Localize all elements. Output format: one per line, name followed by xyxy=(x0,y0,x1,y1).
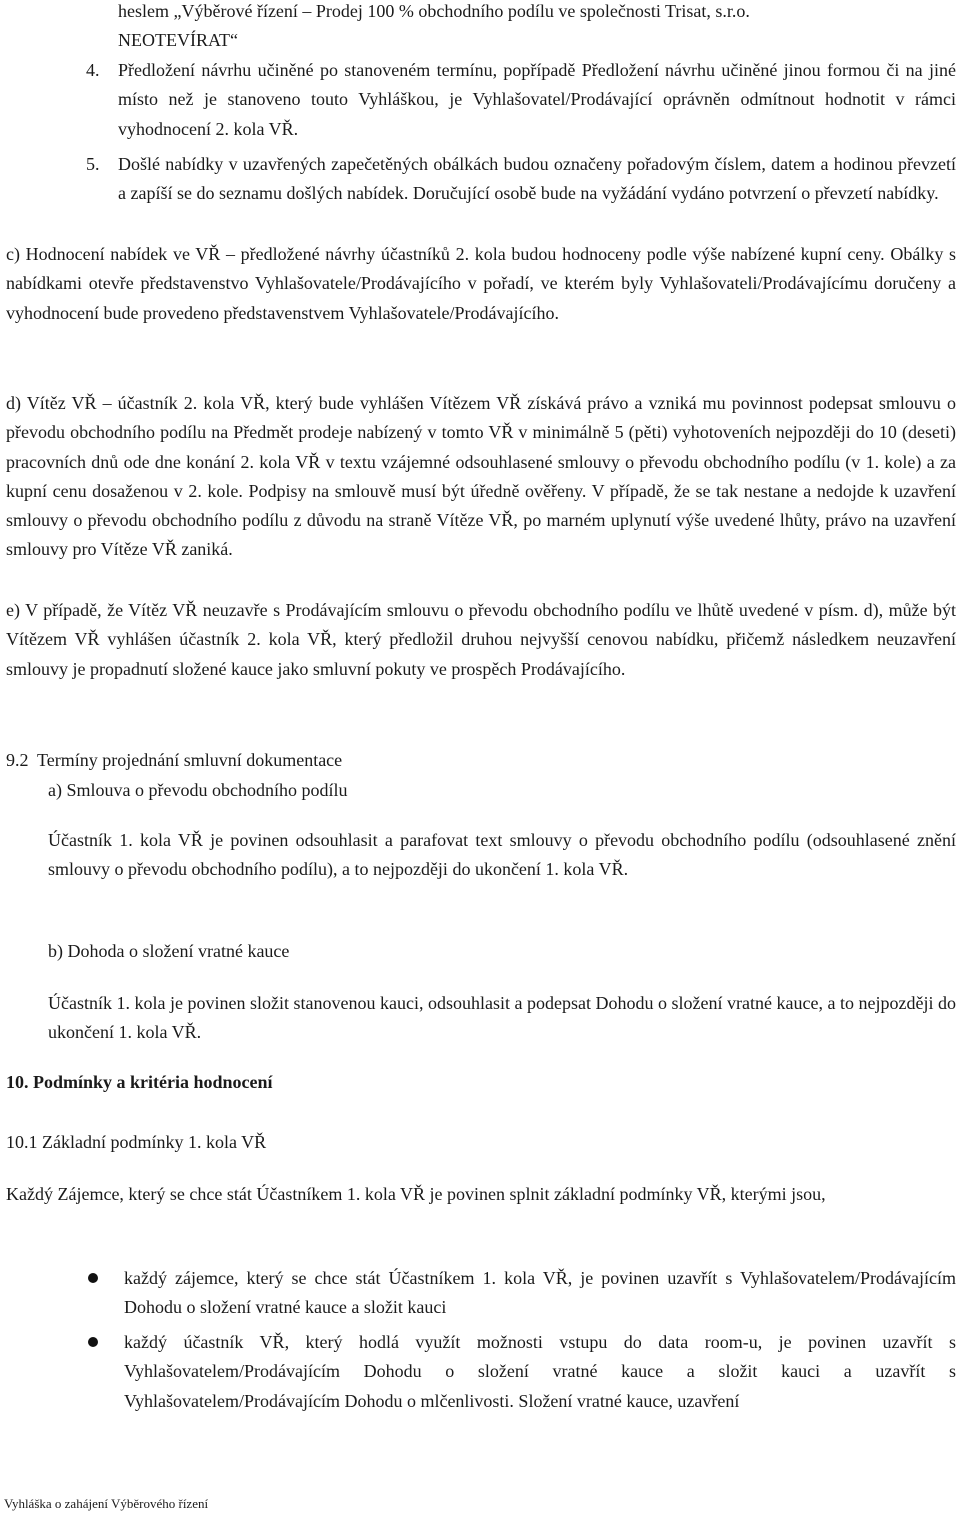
subsection-b-title: b) Dohoda o složení vratné kauce xyxy=(48,941,290,961)
paragraph-e: e) V případě, že Vítěz VŘ neuzavře s Prodávajícím smlouvu o převodu obchodního podílu ve lhůtě uvedené v písm. d), může být Vítězem VŘ vyhlášen účastník 2. kola VŘ, který předložil druhou nejvyšší cenovou nabídku, přičemž následkem neuzavření smlouvy je propadnutí složené kauce jako smluvní pokuty ve prospěch Prodávajícího. xyxy=(6,600,956,679)
paragraph-c: c) Hodnocení nabídek ve VŘ – předložené návrhy účastníků 2. kola budou hodnoceny podle výše nabízené kupní ceny. Obálky s nabídkami otevře představenstvo Vyhlašovatele/Prodávajícího v pořadí, ve kterém byly Vyhlašovateli/Prodávajícímu doručeny a vyhodnocení bude provedeno představenstvem Vyhlašovatele/Prodávajícího. xyxy=(6,244,956,323)
paragraph-d: d) Vítěz VŘ – účastník 2. kola VŘ, který bude vyhlášen Vítězem VŘ získává právo a vzniká mu povinnost podepsat smlouvu o převodu obchodního podílu na Předmět prodeje nabízený v tomto VŘ v minimálně 5 (pěti) vyhotoveních nejpozději do 10 (deseti) pracovních dnů ode dne konání 2. kola VŘ v textu vzájemné odsouhlasené smlouvy o převodu obchodního podílu (v 1. kole) a za kupní cenu dosaženou v 2. kole. Podpisy na smlouvě musí být úředně ověřeny. V případě, že se tak nestane a nedojde k uzavření smlouvy o převodu obchodního podílu z důvodu na straně Vítěze VŘ, po marném uplynutí výše uvedené lhůty, právo na uzavření smlouvy pro Vítěze VŘ zaniká. xyxy=(6,393,956,560)
page-footer: Vyhláška o zahájení Výběrového řízení xyxy=(4,1496,209,1511)
paragraph-zajemce: Každý Zájemce, který se chce stát Účastníkem 1. kola VŘ je povinen splnit základní podmínky VŘ, kterými jsou, xyxy=(6,1184,826,1204)
subsection-a-title: a) Smlouva o převodu obchodního podílu xyxy=(48,780,348,800)
intro-line-2: NEOTEVÍRAT“ xyxy=(118,30,238,50)
section-10-heading: 10. Podmínky a kritéria hodnocení xyxy=(6,1072,273,1092)
intro-line-1: heslem „Výběrové řízení – Prodej 100 % obchodního podílu ve společnosti Trisat, s.r.o. xyxy=(118,1,750,21)
bullet-1-dot xyxy=(88,1273,98,1283)
item-5-text: Došlé nabídky v uzavřených zapečetěných obálkách budou označeny pořadovým číslem, datem a hodinou převzetí a zapíší se do seznamu došlých nabídek. Doručující osobě bude na vyžádání vydáno potvrzení o převzetí nabídky. xyxy=(118,154,956,204)
bullet-1-text: každý zájemce, který se chce stát Účastníkem 1. kola VŘ, je povinen uzavřít s Vyhlašovatelem/Prodávajícím Dohodu o složení vratné kauce a složit kauci xyxy=(124,1268,956,1318)
section-9-2-title: Termíny projednání smluvní dokumentace xyxy=(37,750,343,770)
section-9-2-number: 9.2 xyxy=(6,750,29,770)
subsection-b-text: Účastník 1. kola je povinen složit stanovenou kauci, odsouhlasit a podepsat Dohodu o složení vratné kauce, a to nejpozději do ukončení 1. kola VŘ. xyxy=(48,993,956,1043)
subsection-a-text: Účastník 1. kola VŘ je povinen odsouhlasit a parafovat text smlouvy o převodu obchodního podílu (odsouhlasené znění smlouvy o převodu obchodního podílu), a to nejpozději do ukončení 1. kola VŘ. xyxy=(48,830,956,880)
bullet-2-dot xyxy=(88,1337,98,1347)
item-5-number: 5. xyxy=(86,154,100,174)
section-10-1-heading: 10.1 Základní podmínky 1. kola VŘ xyxy=(6,1132,267,1152)
item-4-number: 4. xyxy=(86,60,100,80)
item-4-text: Předložení návrhu učiněné po stanoveném termínu, popřípadě Předložení návrhu učiněné jinou formou či na jiné místo než je stanoveno touto Vyhláškou, je Vyhlašovatel/Prodávající oprávněn odmítnout hodnotit v rámci vyhodnocení 2. kola VŘ. xyxy=(118,60,956,139)
bullet-2-text: každý účastník VŘ, který hodlá využít možnosti vstupu do data room-u, je povinen uzavřít s Vyhlašovatelem/Prodávajícím Dohodu o složení vratné kauce a složit kauci a uzavřít s Vyhlašovatelem/Prodávajícím Dohodu o mlčenlivosti. Složení vratné kauce, uzavření xyxy=(124,1332,956,1411)
